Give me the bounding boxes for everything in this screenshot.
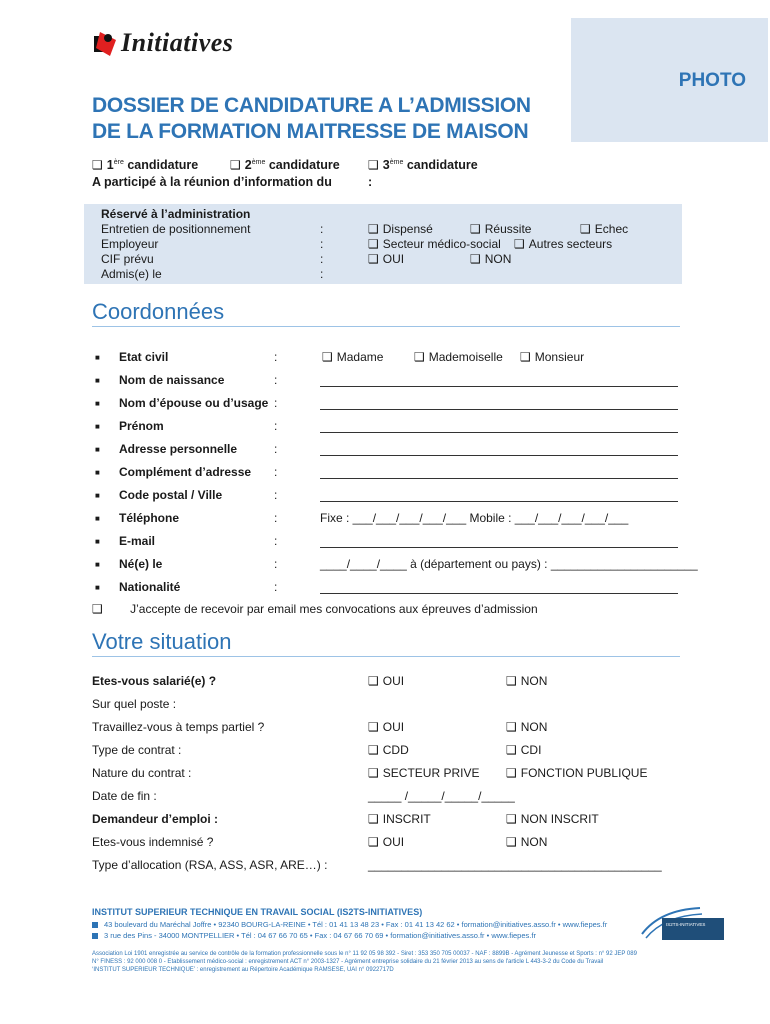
situation-option[interactable]: ❑ NON [506, 835, 548, 849]
situation-label: Sur quel poste : [92, 697, 177, 711]
bullet-icon: ■ [95, 445, 100, 454]
field-label: Prénom [119, 419, 164, 433]
footer-title: INSTITUT SUPERIEUR TECHNIQUE EN TRAVAIL SOCIAL (IS2TS-INITIATIVES) [92, 907, 423, 917]
field-label: Complément d’adresse [119, 465, 252, 479]
admin-colon: : [320, 267, 324, 281]
situation-option[interactable]: ❑ NON [506, 674, 548, 688]
field-colon: : [274, 511, 278, 525]
section-divider [92, 326, 680, 327]
situation-label: Type de contrat : [92, 743, 182, 757]
field-input[interactable]: Fixe : ___/___/___/___/___ Mobile : ___/___/___/___/___ [320, 511, 629, 525]
coordonnees-heading: Coordonnées [92, 299, 225, 324]
checkbox-icon[interactable]: ❑ [506, 674, 517, 688]
checkbox-icon[interactable]: ❑ [514, 237, 525, 251]
field-input-line[interactable] [320, 432, 678, 433]
field-input-line[interactable] [320, 455, 678, 456]
admin-option[interactable]: ❑ OUI [368, 252, 405, 266]
field-colon: : [274, 442, 278, 456]
checkbox-icon[interactable]: ❑ [368, 766, 379, 780]
admin-row-label: CIF prévu [101, 252, 154, 266]
situation-option[interactable]: ❑ OUI [368, 720, 405, 734]
field-label: Adresse personnelle [119, 442, 238, 456]
is2ts-logo-text: IS2TS-INITIATIVES [666, 922, 706, 927]
situation-heading: Votre situation [92, 629, 232, 654]
admin-colon: : [320, 222, 324, 236]
admin-heading: Réservé à l’administration [101, 207, 251, 221]
footer-legal-1: Association Loi 1901 enregistrée au service de contrôle de la formation professionnelle sous le n° 11 92 05 98 392 - Siret : 353 350 705 00037 - NAF : 8899B - Agrément Jeunesse et Sports : n° 92 JEP 089 [92, 951, 637, 957]
checkbox-icon[interactable]: ❑ [506, 743, 517, 757]
admin-option[interactable]: ❑ NON [470, 252, 512, 266]
field-input-line[interactable] [320, 386, 678, 387]
situation-option[interactable]: ❑ CDD [368, 743, 409, 757]
situation-option[interactable]: ❑ FONCTION PUBLIQUE [506, 766, 648, 780]
candidature-3-option[interactable]: ❑ 3ème candidature [368, 158, 478, 172]
situation-option[interactable]: ❑ SECTEUR PRIVE [368, 766, 480, 780]
footer-address-2: 3 rue des Pins - 34000 MONTPELLIER • Tél : 04 67 66 70 65 • Fax : 04 67 66 70 69 • formation@initiatives.asso.fr • www.fiepes.fr [92, 931, 536, 940]
admin-row-label: Employeur [101, 237, 159, 251]
footer-legal-3: ‘INSTITUT SUPERIEUR TECHNIQUE’ : enregistrement au Répertoire Académique RAMSESE, UAI n° 0922717D [92, 967, 394, 973]
field-colon: : [274, 465, 278, 479]
checkbox-icon[interactable]: ❑ [322, 350, 333, 364]
checkbox-icon[interactable]: ❑ [506, 766, 517, 780]
bullet-icon: ■ [95, 353, 100, 362]
consent-label: J’accepte de recevoir par email mes convocations aux épreuves d’admission [130, 602, 538, 616]
situation-label: Nature du contrat : [92, 766, 192, 780]
situation-option[interactable]: ❑ CDI [506, 743, 542, 757]
checkbox-icon[interactable]: ❑ [470, 252, 481, 266]
admin-option[interactable]: ❑ Dispensé [368, 222, 433, 236]
situation-option[interactable]: ❑ NON [506, 720, 548, 734]
admin-row-label: Admis(e) le [101, 267, 162, 281]
checkbox-icon[interactable]: ❑ [92, 602, 103, 616]
candidature-1-option[interactable]: ❑ 1ère candidature [92, 158, 199, 172]
admin-option[interactable]: ❑ Echec [580, 222, 629, 236]
admin-row-label: Entretien de positionnement [101, 222, 251, 236]
admin-colon: : [320, 252, 324, 266]
footer-address-1: 43 boulevard du Maréchal Joffre • 92340 BOURG-LA-REINE • Tél : 01 41 13 48 23 • Fax : 01 41 13 42 62 • formation@initiatives.asso.fr • www.fiepes.fr [92, 920, 607, 929]
field-input[interactable]: ____/____/____ à (département ou pays) : ______________________ [320, 557, 698, 571]
field-label: Né(e) le [119, 557, 163, 571]
checkbox-icon[interactable]: ❑ [368, 674, 379, 688]
field-input-line[interactable] [320, 501, 678, 502]
checkbox-icon[interactable]: ❑ [368, 835, 379, 849]
situation-option[interactable]: ❑ OUI [368, 835, 405, 849]
logo-text: Initiatives [121, 28, 234, 57]
field-colon: : [274, 419, 278, 433]
checkbox-icon[interactable]: ❑ [230, 158, 241, 172]
checkbox-icon[interactable]: ❑ [368, 720, 379, 734]
situation-option[interactable]: ❑ NON INSCRIT [506, 812, 599, 826]
admin-option[interactable]: ❑ Secteur médico-social [368, 237, 501, 251]
field-colon: : [274, 534, 278, 548]
bullet-icon: ■ [95, 399, 100, 408]
photo-placeholder[interactable] [571, 18, 768, 142]
field-colon: : [274, 373, 278, 387]
checkbox-icon[interactable]: ❑ [506, 720, 517, 734]
title-line-1: DOSSIER DE CANDIDATURE A L’ADMISSION [92, 94, 531, 117]
field-input-line[interactable] [320, 478, 678, 479]
field-input-line[interactable] [320, 547, 678, 548]
checkbox-icon[interactable]: ❑ [92, 158, 103, 172]
civil-option[interactable]: ❑ Mademoiselle [414, 350, 503, 364]
checkbox-icon[interactable]: ❑ [368, 812, 379, 826]
bullet-icon: ■ [95, 583, 100, 592]
field-colon: : [274, 557, 278, 571]
situation-option[interactable]: ❑ INSCRIT [368, 812, 431, 826]
field-label: Nom d’épouse ou d’usage [119, 396, 269, 410]
page-title [92, 93, 531, 145]
bullet-icon: ■ [95, 376, 100, 385]
situation-label: Demandeur d’emploi : [92, 812, 219, 826]
checkbox-icon[interactable]: ❑ [368, 158, 379, 172]
checkbox-icon[interactable]: ❑ [368, 252, 379, 266]
situation-option[interactable]: ❑ OUI [368, 674, 405, 688]
bullet-icon: ■ [95, 537, 100, 546]
bullet-icon: ■ [95, 468, 100, 477]
title-line-2: DE LA FORMATION MAITRESSE DE MAISON [92, 120, 529, 143]
field-colon: : [274, 580, 278, 594]
field-input-line[interactable] [320, 593, 678, 594]
field-label: Nationalité [119, 580, 181, 594]
admin-option[interactable]: ❑ Autres secteurs [514, 237, 613, 251]
logo-mark-icon [92, 30, 120, 58]
field-label: Etat civil [119, 350, 169, 364]
checkbox-icon[interactable]: ❑ [520, 350, 531, 364]
field-colon: : [274, 396, 278, 410]
field-label: Nom de naissance [119, 373, 225, 387]
situation-input[interactable]: _____ /_____/_____/_____ [368, 789, 515, 803]
field-label: Téléphone [119, 511, 180, 525]
section-divider [92, 656, 680, 657]
situation-label: Etes-vous salarié(e) ? [92, 674, 217, 688]
checkbox-icon[interactable]: ❑ [368, 222, 379, 236]
situation-label: Travaillez-vous à temps partiel ? [92, 720, 265, 734]
checkbox-icon[interactable]: ❑ [580, 222, 591, 236]
footer-legal-2: N° FINESS : 92 000 008 0 - Etablissement médico-social : enregistrement ACT n° 2003-1327 - Agrément entreprise solidaire du 21 février 2013 au sens de l'article L 443-3-2 du Code du Travail [92, 959, 604, 965]
reunion-label: A participé à la réunion d’information du [92, 175, 332, 189]
civil-option[interactable]: ❑ Madame [322, 350, 384, 364]
checkbox-icon[interactable]: ❑ [506, 812, 517, 826]
consent-option[interactable] [92, 602, 538, 616]
admin-option[interactable]: ❑ Réussite [470, 222, 532, 236]
photo-label: PHOTO [678, 70, 746, 91]
field-colon: : [274, 488, 278, 502]
field-colon: : [274, 350, 278, 364]
field-label: Code postal / Ville [119, 488, 223, 502]
reunion-colon: : [368, 175, 373, 189]
bullet-icon: ■ [95, 560, 100, 569]
bullet-icon: ■ [95, 422, 100, 431]
bullet-icon: ■ [95, 514, 100, 523]
situation-input[interactable]: ____________________________________________ [368, 858, 662, 872]
candidature-2-option[interactable]: ❑ 2ème candidature [230, 158, 340, 172]
is2ts-logo-icon [640, 904, 726, 944]
admin-colon: : [320, 237, 324, 251]
situation-label: Type d’allocation (RSA, ASS, ASR, ARE…) : [92, 858, 328, 872]
checkbox-icon[interactable]: ❑ [368, 743, 379, 757]
situation-label: Etes-vous indemnisé ? [92, 835, 214, 849]
checkbox-icon[interactable]: ❑ [470, 222, 481, 236]
situation-label: Date de fin : [92, 789, 157, 803]
checkbox-icon[interactable]: ❑ [368, 237, 379, 251]
field-input-line[interactable] [320, 409, 678, 410]
bullet-icon: ■ [95, 491, 100, 500]
field-label: E-mail [119, 534, 156, 548]
checkbox-icon[interactable]: ❑ [506, 835, 517, 849]
checkbox-icon[interactable]: ❑ [414, 350, 425, 364]
civil-option[interactable]: ❑ Monsieur [520, 350, 585, 364]
